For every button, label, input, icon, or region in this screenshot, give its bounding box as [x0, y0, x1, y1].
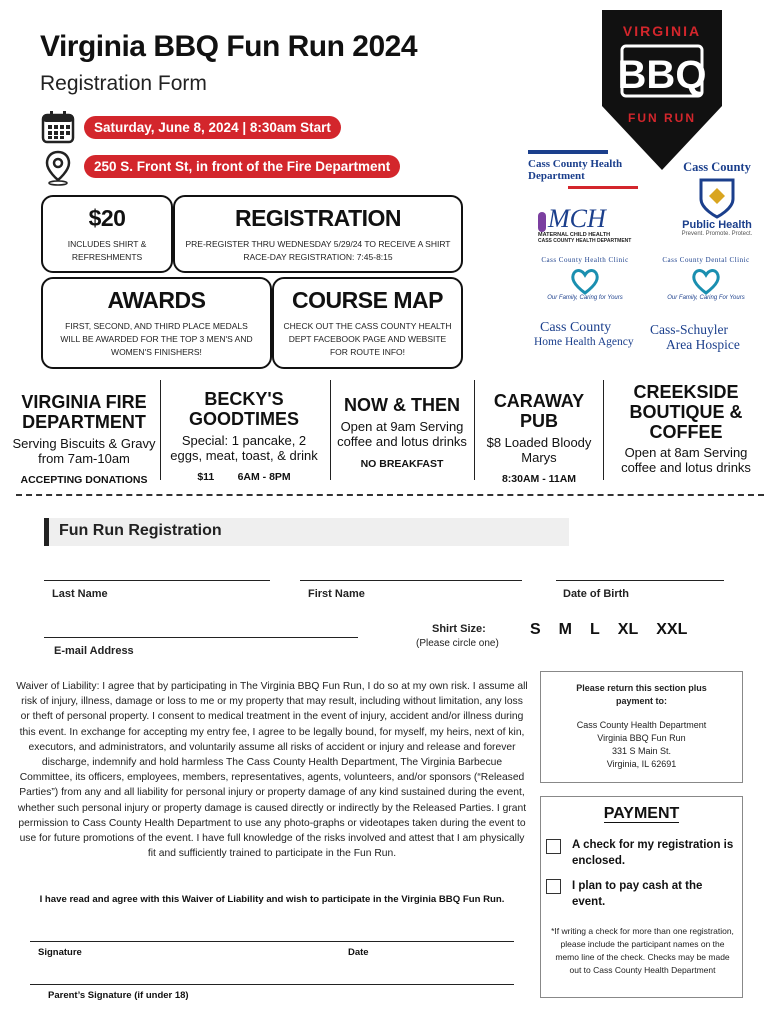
registration-box — [173, 195, 463, 273]
waiver-text: Waiver of Liability: I agree that by participating in The Virginia BBQ Fun Run, I do so at my own risk. I assume all risk of injury, illness, damage or loss to me or my property that may result, including without limitation, any loss or theft of personal property. I consent to medical treatment in the event of injury, accident and/or illness during this event. In exchange for accepting my entry fee, I agree to be legally bound, for myself, my heirs, next of kin, executors, and administrators, and voluntarily assume all risks of accident or injury and release and forever discharge, indemnify and hold harmless The Cass County Health Department, The Virginia Barbecue Committee, its officers, employees, members, representatives, agents, volunteers, and/or sponsors (“Released Parties”) from any and all liability for personal injury or property damage of any kind sustained during the event, whether such personal injury or property damage is caused directly or indirectly by the Released Parties. I grant permission to Cass County Health Department to use any photo-graphs or videotapes taken during the event to use for future promotions of the event. I have full knowledge of the risks involved and attest that I am physically fit and sufficiently trained to participate in the Fun Run. — [16, 681, 528, 860]
return-line: Virginia BBQ Fun Run — [597, 733, 686, 744]
home-health-logo: Cass County Home Health Agency — [534, 320, 634, 348]
registration-title: REGISTRATION — [234, 205, 402, 231]
registration-line2: RACE-DAY REGISTRATION: 7:45-8:15 — [243, 251, 393, 262]
date-label: Date — [348, 947, 369, 958]
return-line: 331 S Main St. — [611, 746, 672, 757]
size-option[interactable]: L — [590, 621, 600, 638]
course-map-box — [272, 277, 463, 369]
price-box — [41, 195, 173, 273]
cut-line — [16, 494, 764, 496]
page-title: Virginia BBQ Fun Run 2024 — [40, 30, 418, 63]
awards-text: FIRST, SECOND, AND THIRD PLACE MEDALS WILL BE AWARDED FOR THE TOP 3 MEN'S AND WOMEN'S FINISHERS! — [60, 321, 253, 357]
course-map-title: COURSE MAP — [292, 287, 443, 313]
size-option[interactable]: S — [530, 621, 541, 638]
signature-label: Signature — [38, 947, 82, 958]
virginia-bbq-logo — [596, 6, 728, 174]
vendor-creekside: CREEKSIDE BOUTIQUE & COFFEE Open at 8am Serving coffee and lotus drinks — [621, 382, 751, 476]
payment-note: *If writing a check for more than one registration, please include the participant names on the memo line of the check. Checks may be made out to Cass County Health Department — [551, 926, 734, 975]
section-title: Fun Run Registration — [59, 522, 222, 539]
health-clinic-logo: Cass County Health Clinic Our Family, Caring for Yours — [541, 256, 629, 301]
vendor-divider — [160, 380, 161, 480]
registration-line1: PRE-REGISTER THRU WEDNESDAY 5/29/24 TO RECEIVE A SHIRT — [185, 239, 451, 249]
email-label: E-mail Address — [54, 645, 134, 657]
logo-bottom-text: FUN RUN — [628, 111, 696, 125]
vendor-divider — [603, 380, 604, 480]
pay-cash-label: I plan to pay cash at the event. — [572, 880, 703, 908]
email-field[interactable] — [44, 637, 358, 638]
parent-signature-label: Parent’s Signature (if under 18) — [48, 990, 189, 1001]
cass-county-public-health-logo: Cass County Public Health Prevent. Promote. Protect. — [681, 160, 753, 237]
location-pill: 250 S. Front St, in front of the Fire Department — [84, 155, 400, 178]
dob-label: Date of Birth — [563, 588, 629, 600]
course-map-text: CHECK OUT THE CASS COUNTY HEALTH DEPT FACEBOOK PAGE AND WEBSITE FOR ROUTE INFO! — [283, 321, 452, 357]
return-address-box — [540, 671, 743, 783]
price-text: INCLUDES SHIRT & REFRESHMENTS — [67, 239, 147, 262]
return-heading: Please return this section plus payment to: — [576, 683, 707, 706]
awards-title: AWARDS — [107, 287, 206, 313]
last-name-label: Last Name — [52, 588, 108, 600]
vendor-divider — [330, 380, 331, 480]
section-header — [44, 518, 569, 546]
payment-title: PAYMENT — [603, 805, 680, 822]
vendor-divider — [474, 380, 475, 480]
check-enclosed-checkbox[interactable] — [546, 839, 561, 854]
vendor-now-and-then: NOW & THEN Open at 9am Serving coffee and lotus drinks NO BREAKFAST — [337, 395, 467, 470]
size-option[interactable]: XL — [617, 621, 639, 638]
date-pill: Saturday, June 8, 2024 | 8:30am Start — [84, 116, 341, 139]
dental-clinic-logo: Cass County Dental Clinic Our Family, Caring For Yours — [662, 256, 750, 301]
mch-logo: MCH MATERNAL CHILD HEALTH CASS COUNTY HEALTH DEPARTMENT — [538, 204, 632, 244]
size-option[interactable]: M — [558, 621, 572, 638]
awards-box — [41, 277, 272, 369]
vendor-fire-department: VIRGINIA FIRE DEPARTMENT Serving Biscuits & Gravy from 7am-10am ACCEPTING DONATIONS — [12, 392, 156, 487]
signature-field[interactable] — [30, 941, 514, 942]
location-pin-icon — [45, 150, 71, 186]
return-line: Virginia, IL 62691 — [606, 759, 677, 770]
price-title: $20 — [88, 205, 126, 231]
dob-field[interactable] — [556, 580, 724, 581]
payment-box — [540, 796, 743, 998]
check-enclosed-label: A check for my registration is enclosed. — [572, 839, 734, 867]
agree-statement: I have read and agree with this Waiver of Liability and wish to participate in the Virginia BBQ Fun Run. — [39, 894, 505, 905]
shirt-size-label: Shirt Size: — [432, 623, 486, 635]
vendor-caraway-pub: CARAWAY PUB $8 Loaded Bloody Marys 8:30AM - 11AM — [486, 391, 592, 486]
page-subtitle: Registration Form — [40, 72, 207, 95]
first-name-label: First Name — [308, 588, 365, 600]
hospice-logo: Cass-Schuyler Area Hospice — [650, 322, 740, 352]
return-line: Cass County Health Department — [576, 720, 707, 731]
vendor-beckys: BECKY'S GOODTIMES Special: 1 pancake, 2 eggs, meat, toast, & drink $11 6AM - 8PM — [170, 389, 318, 484]
first-name-field[interactable] — [300, 580, 522, 581]
last-name-field[interactable] — [44, 580, 270, 581]
logo-main-text: BBQ — [617, 53, 707, 97]
parent-signature-field[interactable] — [30, 984, 514, 985]
pay-cash-checkbox[interactable] — [546, 879, 561, 894]
size-option[interactable]: XXL — [656, 621, 688, 638]
shirt-size-hint: (Please circle one) — [416, 638, 499, 649]
shirt-size-options — [530, 621, 687, 639]
calendar-icon — [41, 110, 75, 144]
logo-top-text: VIRGINIA — [622, 23, 702, 39]
cchd-logo: Cass County Health Department — [528, 150, 646, 186]
